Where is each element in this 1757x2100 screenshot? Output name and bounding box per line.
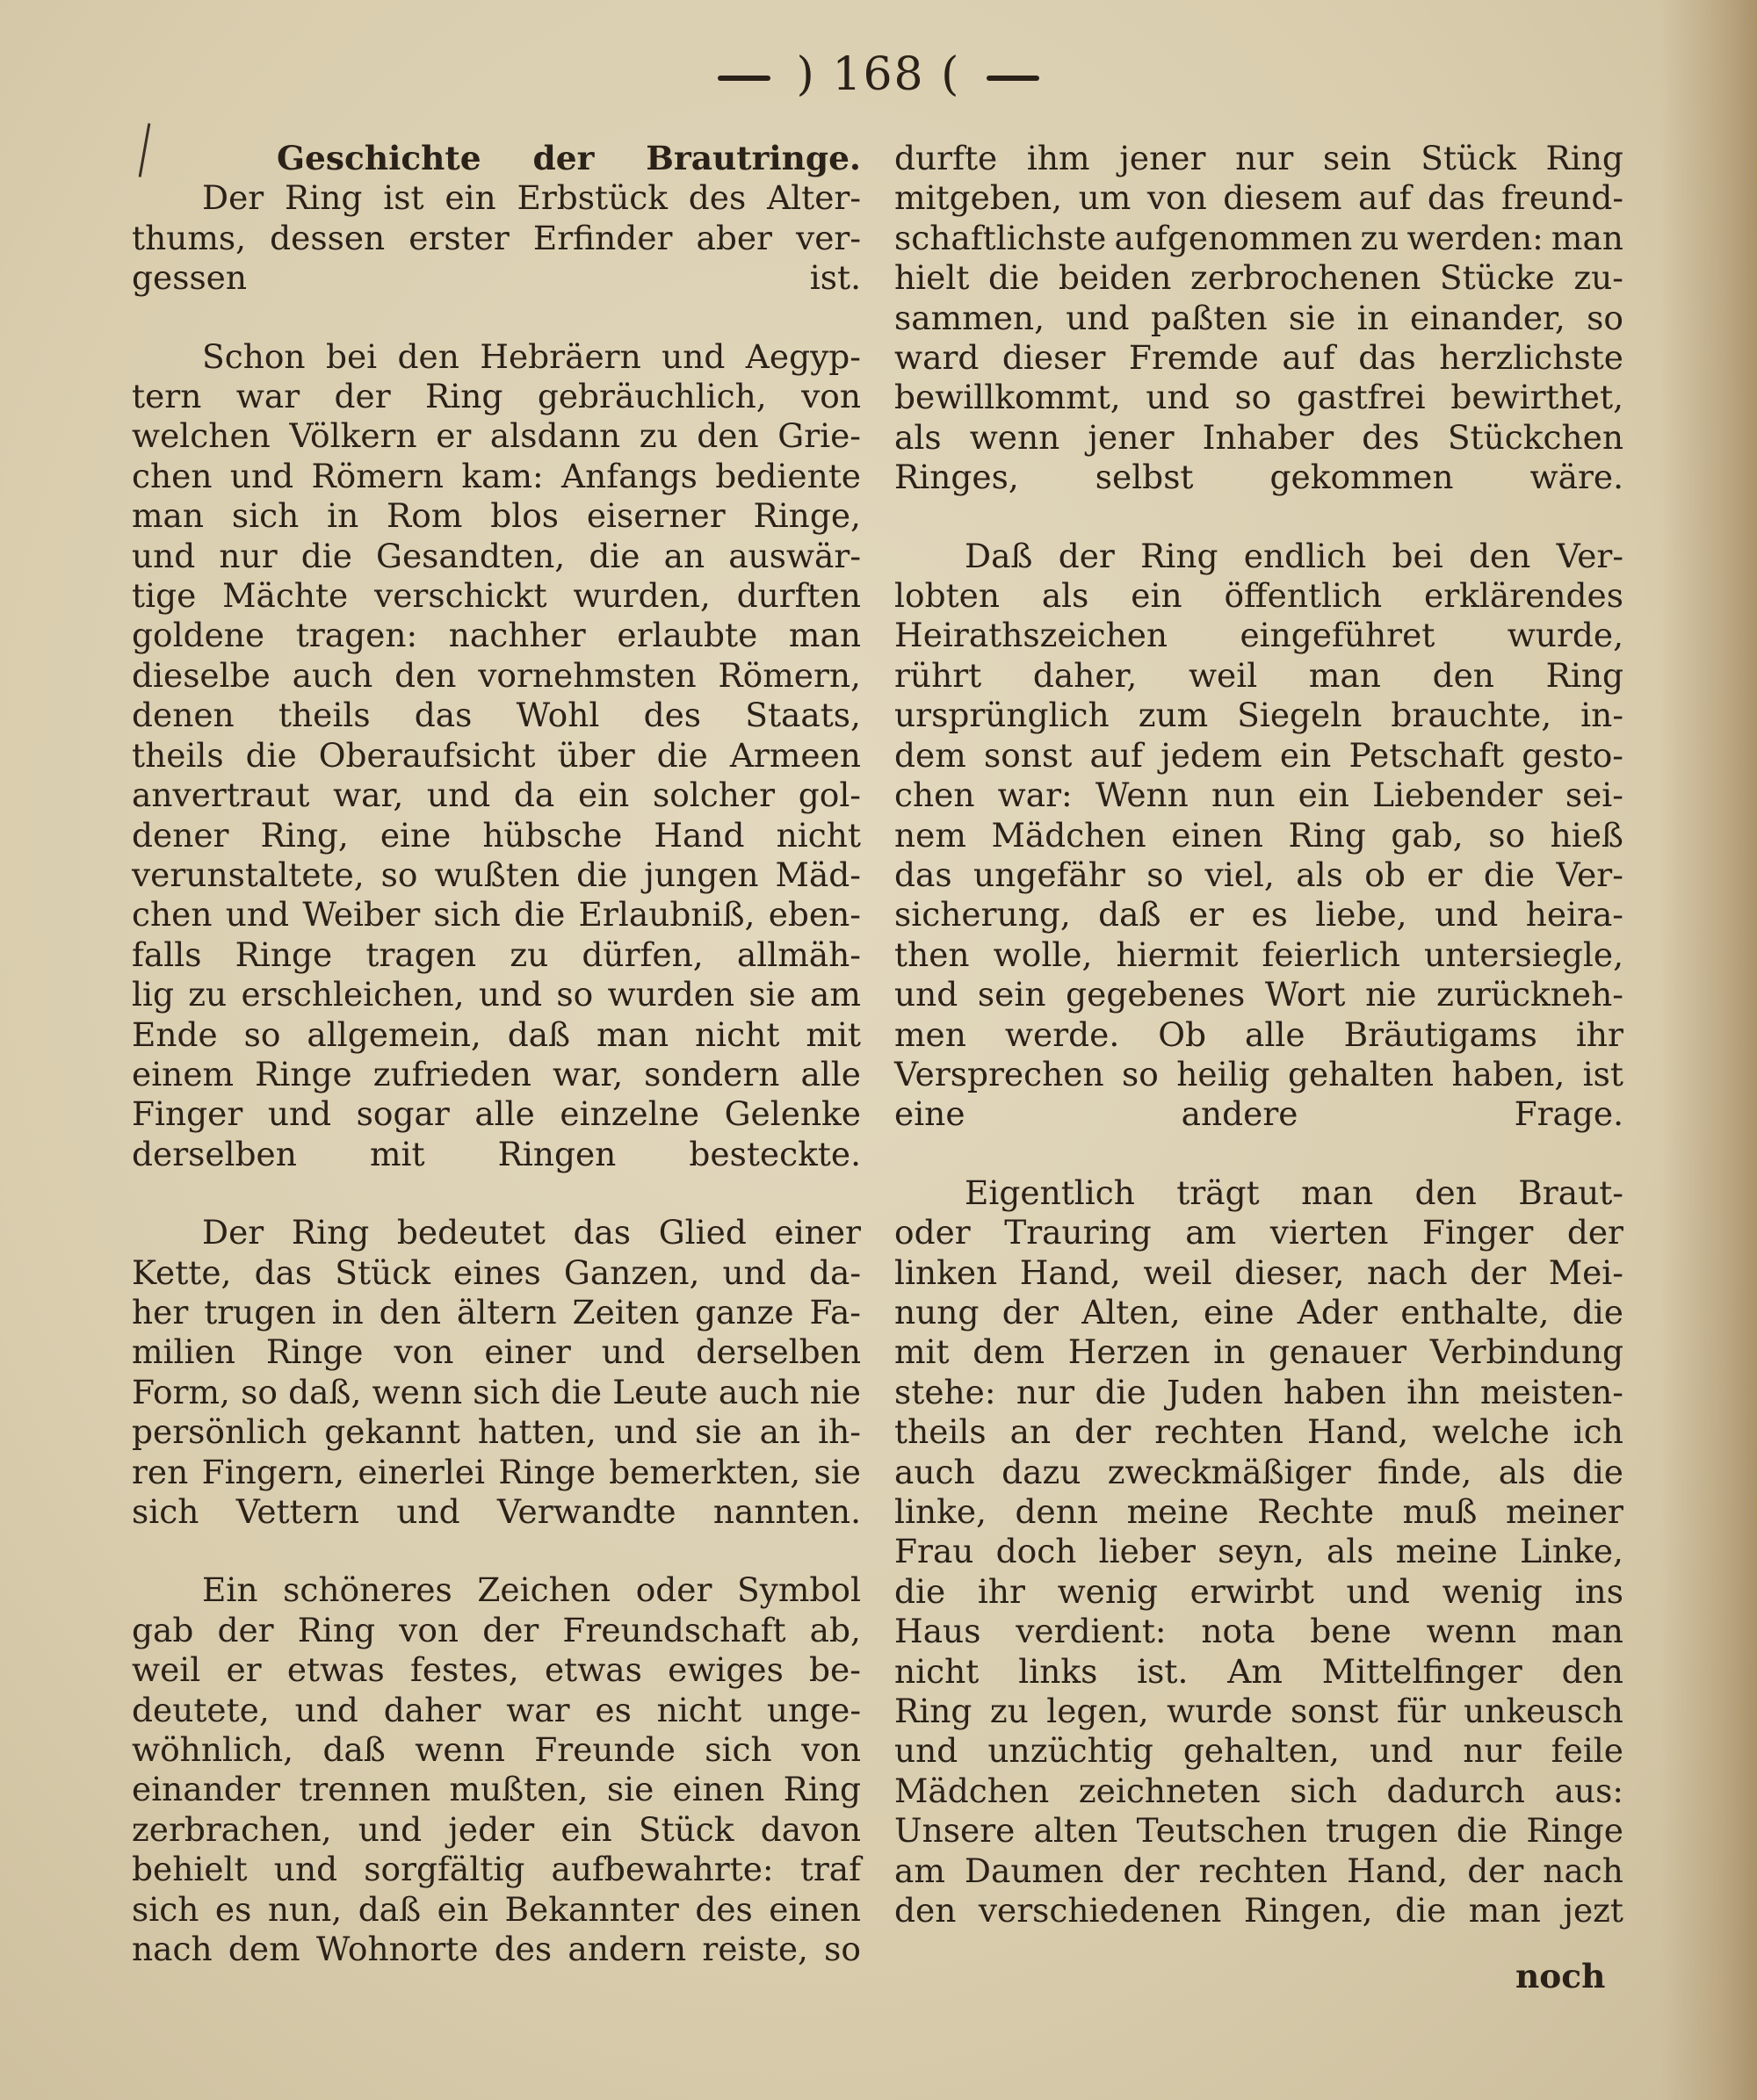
text-line: durfte ihm jener nur sein Stück Ring	[894, 139, 1623, 177]
text-line: verunstaltete, so wußten die jungen Mäd-	[132, 855, 861, 894]
text-line: den verschiedenen Ringen, die man jezt	[894, 1891, 1623, 1930]
page-header	[0, 48, 1757, 101]
text-line: deutete, und daher war es nicht unge-	[132, 1690, 861, 1729]
text-line: auch dazu zweckmäßiger finde, als die	[894, 1452, 1623, 1491]
text-line: linke, denn meine Rechte muß meiner	[894, 1492, 1623, 1531]
text-line: gab der Ring von der Freundschaft ab,	[132, 1610, 861, 1649]
text-line: ren Fingern, einerlei Ringe bemerkten, sie	[132, 1452, 861, 1491]
text-line: linken Hand, weil dieser, nach der Mei-	[894, 1252, 1623, 1292]
left-column-body	[132, 178, 861, 1969]
text-line: anvertraut war, und da ein solcher gol-	[132, 776, 861, 815]
paragraph-gap	[132, 1532, 861, 1570]
right-column-body	[894, 139, 1623, 1930]
text-line: Der Ring bedeutet das Glied einer	[202, 1213, 861, 1252]
text-line: und unzüchtig gehalten, und nur feile	[894, 1731, 1623, 1771]
text-line: sammen, und paßten sie in einander, so	[894, 298, 1623, 337]
text-line: Ein schöneres Zeichen oder Symbol	[202, 1570, 861, 1610]
text-line: Kette, das Stück eines Ganzen, und da-	[132, 1252, 861, 1292]
text-line: chen und Weiber sich die Erlaubniß, eben-	[132, 895, 861, 935]
paragraph	[132, 1570, 861, 1969]
text-line: denen theils das Wohl des Staats,	[132, 696, 861, 735]
text-line: behielt und sorgfältig aufbewahrte: traf	[132, 1850, 861, 1889]
text-line: Unsere alten Teutschen trugen die Ringe	[894, 1811, 1623, 1851]
text-line: bewillkommt, und so gastfrei bewirthet,	[894, 378, 1623, 417]
text-line: am Daumen der rechten Hand, der nach	[894, 1851, 1623, 1890]
text-line: goldene tragen: nachher erlaubte man	[132, 616, 861, 655]
text-line: man sich in Rom blos eiserner Ringe,	[132, 496, 861, 536]
paragraph-gap	[132, 299, 861, 337]
text-line: oder Trauring am vierten Finger der	[894, 1213, 1623, 1252]
text-line: wöhnlich, daß wenn Freunde sich von	[132, 1730, 861, 1770]
text-line: Ring zu legen, wurde sonst für unkeusch	[894, 1692, 1623, 1731]
text-line: einem Ringe zufrieden war, sondern alle	[132, 1054, 861, 1093]
text-line: Haus verdient: nota bene wenn man	[894, 1612, 1623, 1651]
text-line: Der Ring ist ein Erbstück des Alter-	[202, 178, 861, 218]
text-line: theils die Oberaufsicht über die Armeen	[132, 735, 861, 775]
text-line: theils an der rechten Hand, welche ich	[894, 1412, 1623, 1452]
header-rule-left	[718, 76, 770, 81]
text-line: chen und Römern kam: Anfangs bediente	[132, 456, 861, 495]
text-line: Heirathszeichen eingeführet wurde,	[894, 616, 1623, 655]
text-line: chen war: Wenn nun ein Liebender sei-	[894, 776, 1623, 815]
paragraph-gap	[132, 1174, 861, 1213]
paragraph	[132, 337, 861, 1175]
text-line: schaftlichste aufgenommen zu werden: man	[894, 218, 1623, 257]
text-line: nem Mädchen einen Ring gab, so hieß	[894, 815, 1623, 855]
text-line: Schon bei den Hebräern und Aegyp-	[202, 336, 861, 376]
text-line: das ungefähr so viel, als ob er die Ver-	[894, 855, 1623, 894]
left-column	[132, 139, 861, 1969]
paragraph-gap	[894, 498, 1623, 537]
text-line: nach dem Wohnorte des andern reiste, so	[132, 1930, 861, 1969]
paragraph	[894, 537, 1623, 1135]
page-number: ) 168 (	[796, 48, 961, 101]
text-line: Daß der Ring endlich bei den Ver-	[965, 536, 1623, 575]
text-line: Form, so daß, wenn sich die Leute auch nie	[132, 1372, 861, 1411]
text-line: stehe: nur die Juden haben ihn meisten-	[894, 1372, 1623, 1411]
text-line: derselben mit Ringen besteckte.	[132, 1134, 861, 1173]
text-line: Versprechen so heilig gehalten haben, ist	[894, 1054, 1623, 1093]
text-line: einander trennen mußten, sie einen Ring	[132, 1770, 861, 1809]
text-line: ward dieser Fremde auf das herzlichste	[894, 338, 1623, 378]
text-line: und sein gegebenes Wort nie zurückneh-	[894, 975, 1623, 1014]
text-line: mit dem Herzen in genauer Verbindung	[894, 1332, 1623, 1372]
paragraph-gap	[894, 1135, 1623, 1173]
text-line: lobten als ein öffentlich erklärendes	[894, 576, 1623, 616]
header-rule-right	[987, 76, 1039, 81]
right-column	[894, 139, 1623, 1930]
text-line: sich es nun, daß ein Bekannter des einen	[132, 1889, 861, 1929]
text-line: hielt die beiden zerbrochenen Stücke zu-	[894, 258, 1623, 298]
text-line: dener Ring, eine hübsche Hand nicht	[132, 815, 861, 855]
text-line: thums, dessen erster Erfinder aber ver-	[132, 218, 861, 257]
text-line: ursprünglich zum Siegeln brauchte, in-	[894, 696, 1623, 735]
text-line: lig zu erschleichen, und so wurden sie am	[132, 975, 861, 1014]
text-line: Ende so allgemein, daß man nicht mit	[132, 1014, 861, 1054]
text-line: weil er etwas festes, etwas ewiges be-	[132, 1650, 861, 1690]
article-heading: Geschichte der Brautringe.	[277, 139, 861, 177]
text-line: persönlich gekannt hatten, und sie an ih-	[132, 1412, 861, 1452]
text-line: und nur die Gesandten, die an auswär-	[132, 536, 861, 575]
text-line: die ihr wenig erwirbt und wenig ins	[894, 1571, 1623, 1611]
catchword: noch	[1515, 1957, 1606, 1995]
page-edge-stain	[1660, 0, 1757, 2100]
text-line: dieselbe auch den vornehmsten Römern,	[132, 655, 861, 695]
text-line: Mädchen zeichneten sich dadurch aus:	[894, 1771, 1623, 1810]
text-line: Frau doch lieber seyn, als meine Linke,	[894, 1532, 1623, 1571]
text-line: Finger und sogar alle einzelne Gelenke	[132, 1094, 861, 1134]
text-line: her trugen in den ältern Zeiten ganze Fa-	[132, 1292, 861, 1331]
text-line: men werde. Ob alle Bräutigams ihr	[894, 1014, 1623, 1054]
text-line: mitgeben, um von diesem auf das freund-	[894, 178, 1623, 218]
text-line: falls Ringe tragen zu dürfen, allmäh-	[132, 935, 861, 974]
text-line: milien Ringe von einer und derselben	[132, 1332, 861, 1372]
text-line: dem sonst auf jedem ein Petschaft gesto-	[894, 735, 1623, 775]
text-line: eine andere Frage.	[894, 1094, 1623, 1134]
text-line: gessen ist.	[132, 258, 861, 298]
text-line: zerbrachen, und jeder ein Stück davon	[132, 1809, 861, 1849]
text-line: nicht links ist. Am Mittelfinger den	[894, 1651, 1623, 1691]
text-line: sich Vettern und Verwandte nannten.	[132, 1492, 861, 1531]
text-line: Ringes, selbst gekommen wäre.	[894, 458, 1623, 497]
paragraph	[132, 1213, 861, 1532]
text-line: welchen Völkern er alsdann zu den Grie-	[132, 416, 861, 456]
text-line: nung der Alten, eine Ader enthalte, die	[894, 1292, 1623, 1331]
text-line: sicherung, daß er es liebe, und heira-	[894, 895, 1623, 935]
paragraph	[894, 139, 1623, 498]
text-line: Eigentlich trägt man den Braut-	[965, 1173, 1623, 1212]
text-line: als wenn jener Inhaber des Stückchen	[894, 417, 1623, 457]
paragraph	[894, 1173, 1623, 1931]
text-line: tige Mächte verschickt wurden, durften	[132, 576, 861, 616]
text-line: tern war der Ring gebräuchlich, von	[132, 377, 861, 416]
text-line: rührt daher, weil man den Ring	[894, 655, 1623, 695]
paragraph	[132, 178, 861, 298]
text-line: then wolle, hiermit feierlich untersiegle,	[894, 935, 1623, 974]
